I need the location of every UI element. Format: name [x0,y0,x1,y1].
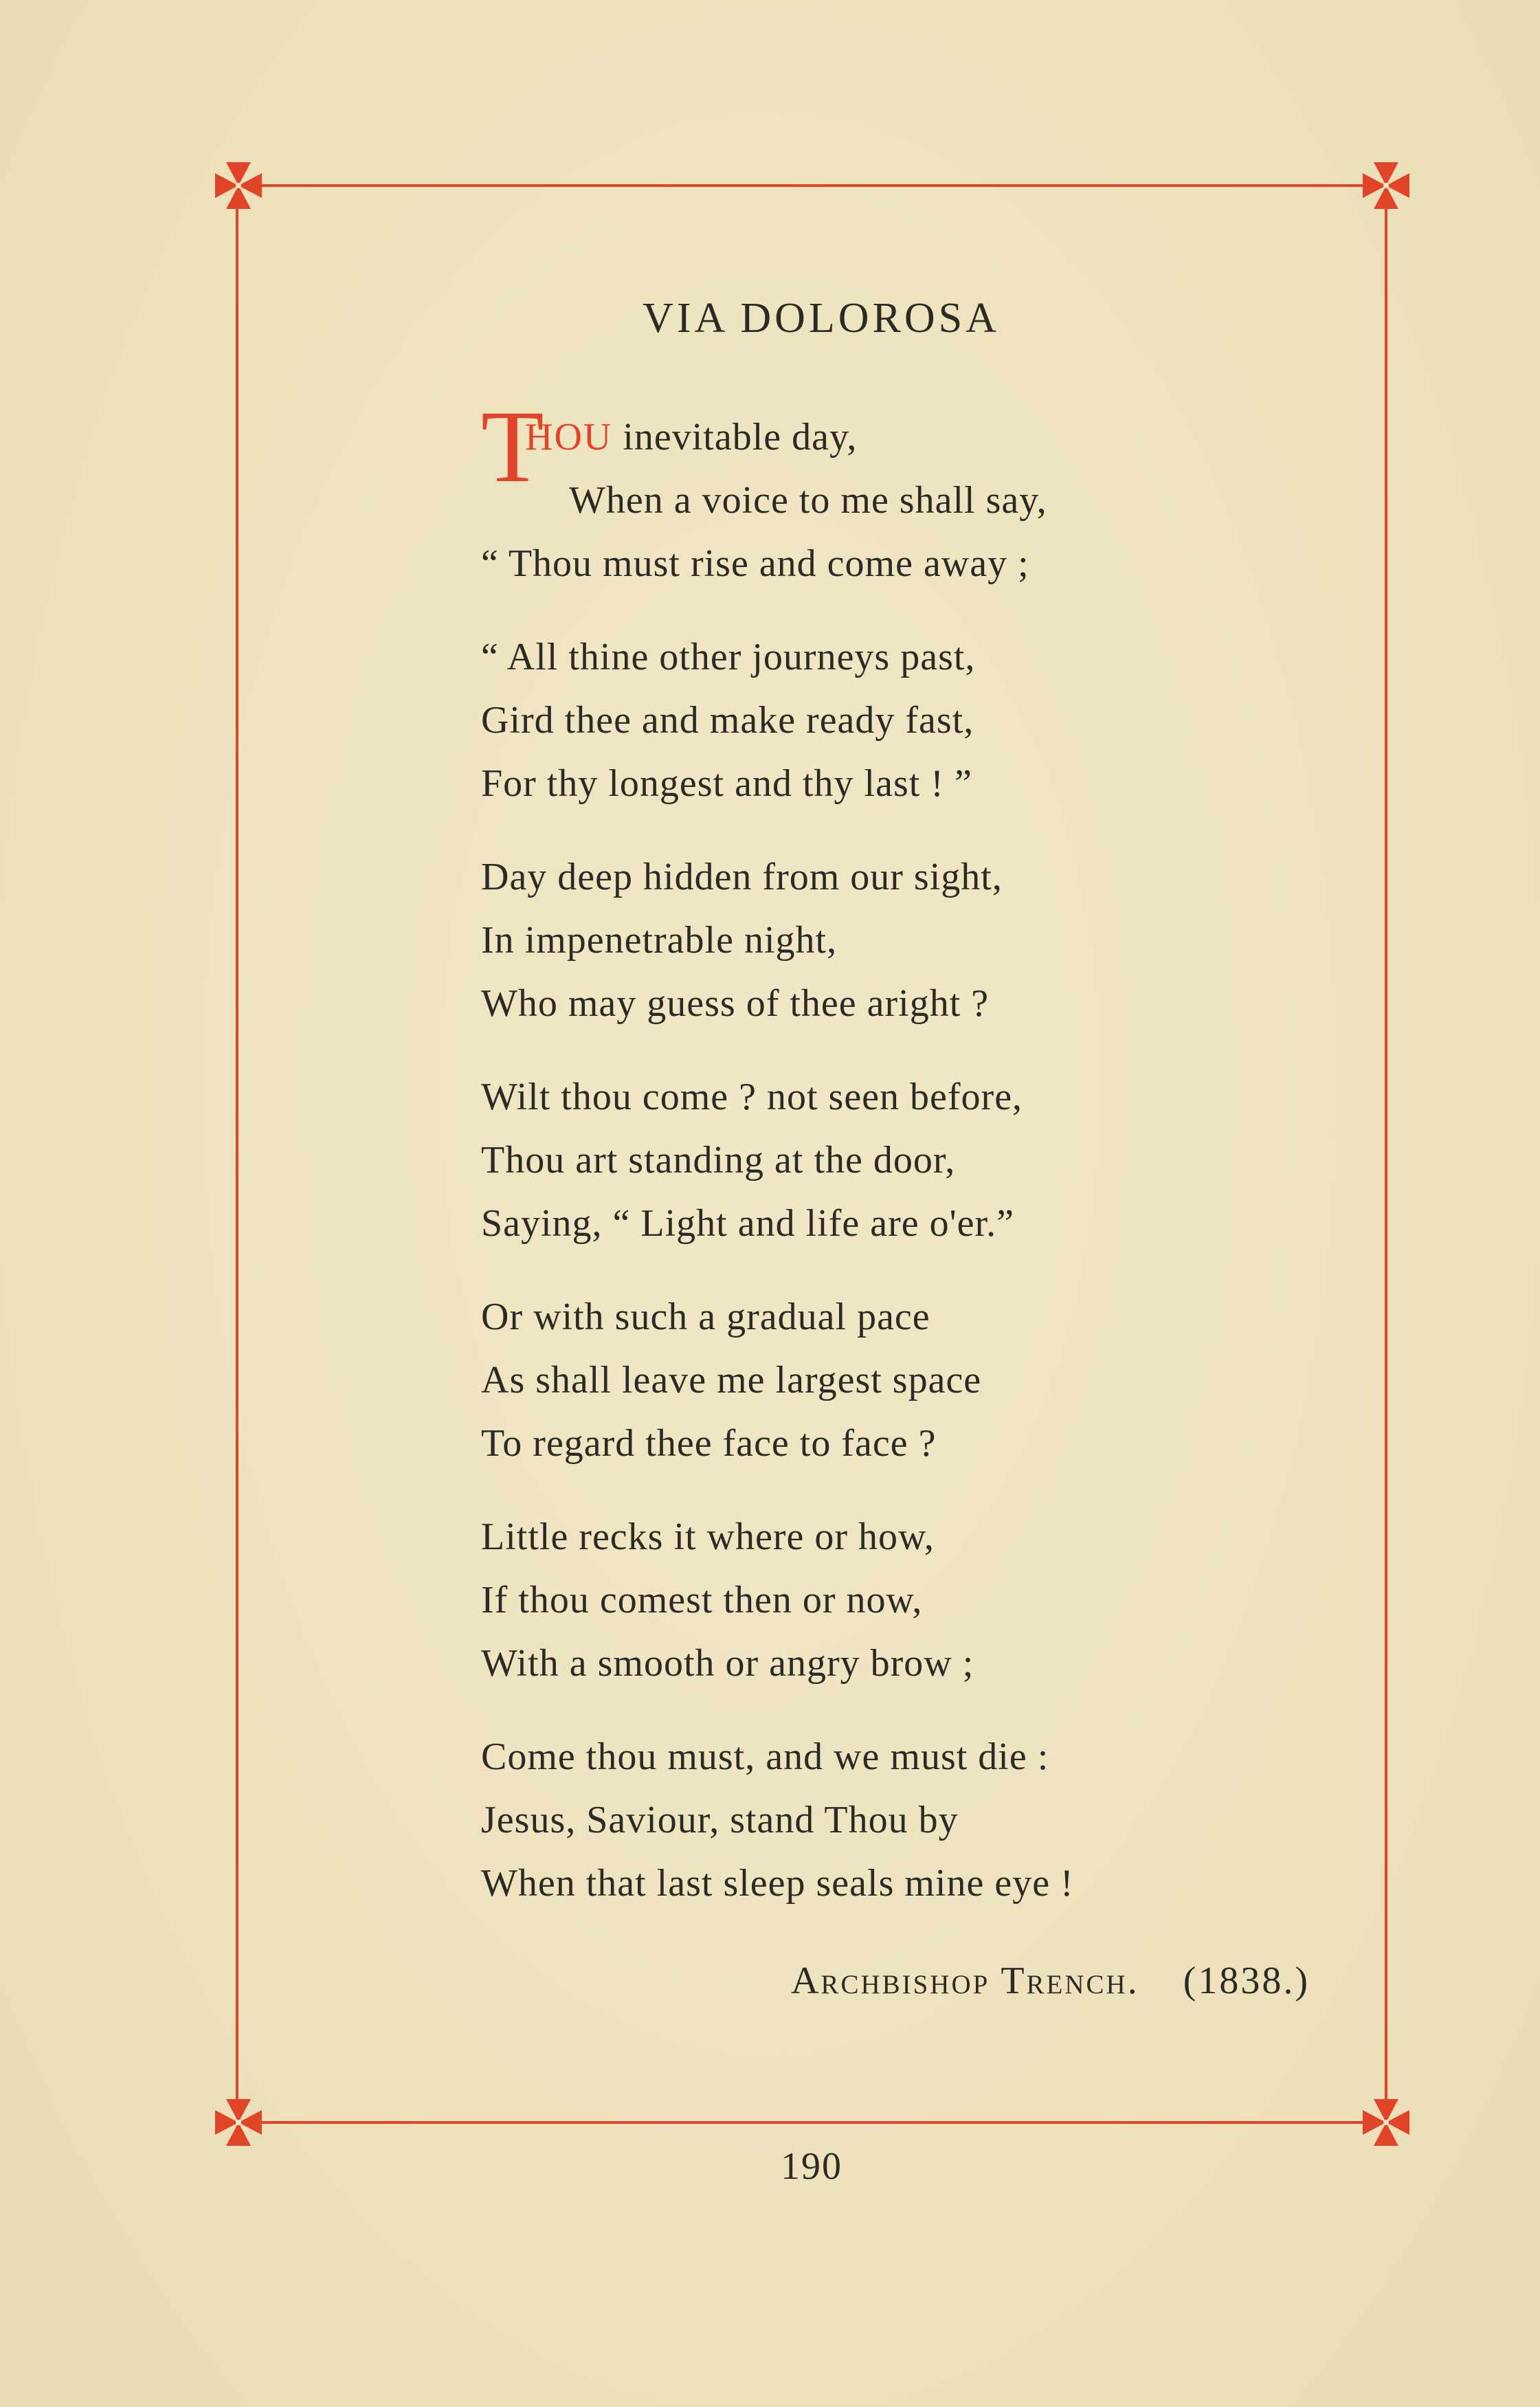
stanza [481,625,1374,815]
attribution [791,1959,1310,2003]
bottom-rule [237,2121,1378,2124]
poem-line: As shall leave me largest space [481,1359,982,1401]
poem-line: Gird thee and make ready fast, [481,699,974,742]
poem-body [481,390,1374,1945]
publication-year: (1838.) [1183,1960,1310,2002]
stanza [481,1285,1374,1475]
poem-line: “ Thou must rise and come away ; [481,542,1029,585]
stanza [481,1725,1374,1915]
poem-line: Come thou must, and we must die : [481,1735,1049,1778]
top-rule [237,184,1378,187]
poem-line: In impenetrable night, [481,919,838,962]
maltese-cross-icon [211,158,266,213]
maltese-cross-icon [1359,158,1414,213]
poem-line: Or with such a gradual pace [481,1296,930,1338]
page-number: 190 [781,2145,842,2188]
stanza [481,1505,1374,1695]
poem-line: Who may guess of thee aright ? [481,982,990,1025]
poem-line: Thou art standing at the door, [481,1139,956,1182]
poem-line: For thy longest and thy last ! ” [481,762,972,805]
poem-line: Jesus, Saviour, stand Thou by [481,1799,959,1841]
maltese-cross-icon [211,2095,266,2150]
stanza [481,390,1374,595]
left-rule [236,199,238,2117]
maltese-cross-icon [1359,2095,1414,2150]
right-rule [1385,199,1387,2117]
stanza [481,1065,1374,1255]
first-word-rest: HOU [525,416,613,458]
poem-line: When a voice to me shall say, [569,479,1047,522]
poem-line: Saying, “ Light and life are o'er.” [481,1202,1014,1245]
first-line-rest: inevitable day, [612,416,858,458]
poem-line: Little recks it where or how, [481,1516,935,1558]
poem-line: “ All thine other journeys past, [481,636,976,678]
poem-line: Wilt thou come ? not seen before, [481,1076,1023,1118]
poem-title: VIA DOLOROSA [643,295,1000,342]
poem-line: If thou comest then or now, [481,1579,923,1621]
poem-line: With a smooth or angry brow ; [481,1642,974,1685]
drop-cap: T [481,390,545,504]
stanza [481,845,1374,1035]
poem-line: When that last sleep seals mine eye ! [481,1862,1074,1905]
poem-line: To regard thee face to face ? [481,1422,937,1465]
poem-line: Day deep hidden from our sight, [481,856,1003,898]
author-name: Archbishop Trench. [790,1960,1139,2002]
